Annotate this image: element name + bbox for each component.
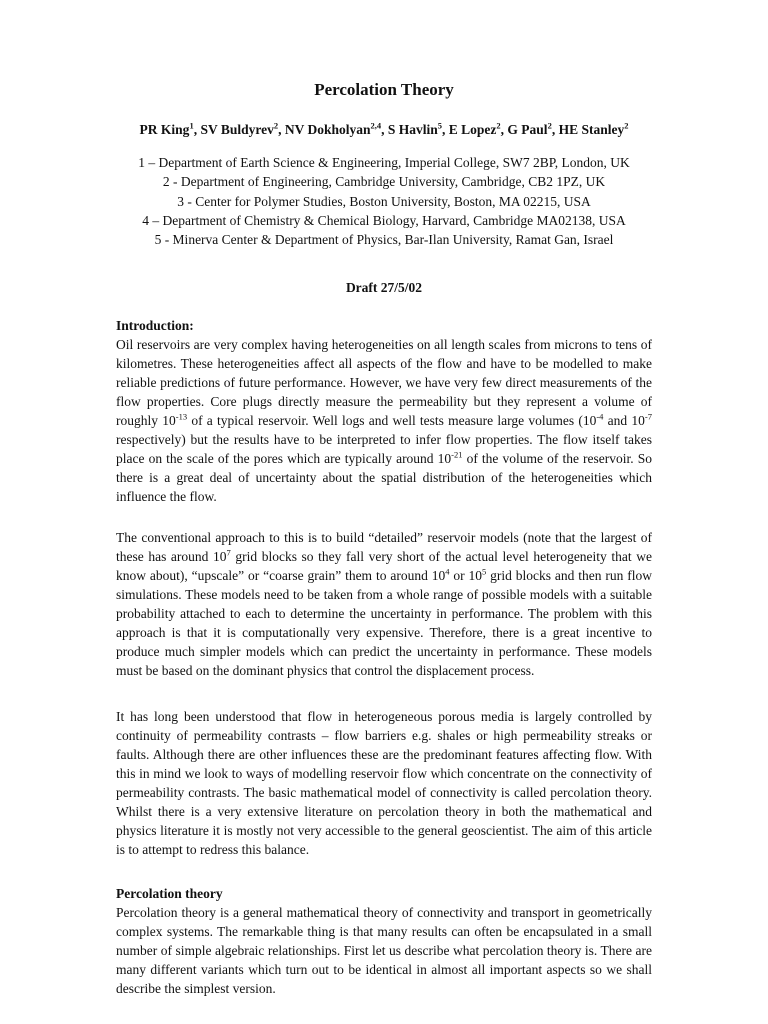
author: E Lopez$^2$,: [448, 120, 508, 137]
author: NV Dokholyan$^{2,4}$,: [284, 120, 388, 137]
affiliation-list: [0, 153, 768, 249]
draft-date: Draft 27/5/02: [345, 280, 423, 295]
affiliation: 1 – Department of Earth Science & Engineering, Imperial College, SW7 2BP, London, UK: [138, 155, 630, 170]
author: SV Buldyrev$^2$,: [200, 120, 285, 137]
author: G Paul$^2$,: [507, 120, 559, 137]
paragraph: Percolation theory is a general mathematical theory of connectivity and transport in geometrically complex systems. The remarkable thing is that many results can often be encapsulated in a small number of simple algebraic relationships. First let us describe what percolation theory is. There are many different variants which turn out to be identical in almost all important aspects so we shall describe the simplest version.: [116, 905, 652, 996]
author-list: [0, 120, 768, 138]
paragraph: It has long been understood that flow in heterogeneous porous media is largely controlled by continuity of permeability contrasts – flow barriers e.g. shales or high permeability streaks or faults. Although there are other influences these are the predominant features affecting flow. With this in mind we look to ways of modelling reservoir flow which concentrate on the connectivity of permeability contrasts. The basic mathematical model of connectivity is called percolation theory. Whilst there is a very extensive literature on percolation theory in both the mathematical and physics literature it is mostly not very accessible to the general geoscientist. The aim of this article is to attempt to redress this balance.: [116, 709, 652, 857]
paragraph: Oil reservoirs are very complex having heterogeneities on all length scales from microns to tens of kilometres. These heterogeneities affect all aspects of the flow and have to be modelled to make reliable predictions of future performance. However, we have very few direct measurements of the flow properties. Core plugs directly measure the permeability but they represent a volume of roughly $10^{-13}$ of a typical reservoir. Well logs and well tests measure large volumes ($10^{-4}$ and $10^{-7}$ respectively) but the results have to be interpreted to infer flow properties. The flow itself takes place on the scale of the pores which are typically around $10^{-21}$ of the volume of the reservoir. So there is a great deal of uncertainty about the spatial distribution of the heterogeneities which influence the flow.: [116, 337, 652, 504]
affiliation: 4 – Department of Chemistry & Chemical Biology, Harvard, Cambridge MA02138, USA: [142, 212, 626, 228]
introduction-section: [116, 316, 652, 506]
section-heading: Introduction:: [116, 318, 194, 333]
affiliation: 2 - Department of Engineering, Cambridge University, Cambridge, CB2 1PZ, UK: [162, 174, 606, 190]
affiliation: 3 - Center for Polymer Studies, Boston University, Boston, MA 02215, USA: [177, 193, 591, 209]
paper-title: Percolation Theory: [314, 80, 454, 99]
author: S Havlin$^5$,: [387, 120, 449, 137]
percolation-theory-section: [116, 884, 652, 998]
affiliation: 5 - Minerva Center & Department of Physics, Bar-Ilan University, Ramat Gan, Israel: [154, 232, 614, 248]
paragraph: The conventional approach to this is to build “detailed” reservoir models (note that the largest of these has around $10^7$ grid blocks so they fall very short of the actual level heterogeneity that we know about), “upscale” or “coarse grain” them to around $10^4$ or $10^5$ grid blocks and then run flow simulations. These models need to be taken from a whole range of possible models with a suitable probability attached to each to determine the uncertainty in performance. The problem with this approach is that it is computationally very expensive. Therefore, there is a great incentive to produce much simpler models which can predict the uncertainty in performance. These models must be based on the dominant physics that control the displacement process.: [116, 530, 652, 678]
paragraph-block: [116, 707, 652, 859]
author: PR King$^1$,: [139, 120, 201, 137]
section-heading: Percolation theory: [116, 886, 223, 901]
paragraph-block: [116, 528, 652, 680]
author: HE Stanley$^2$: [558, 120, 629, 137]
